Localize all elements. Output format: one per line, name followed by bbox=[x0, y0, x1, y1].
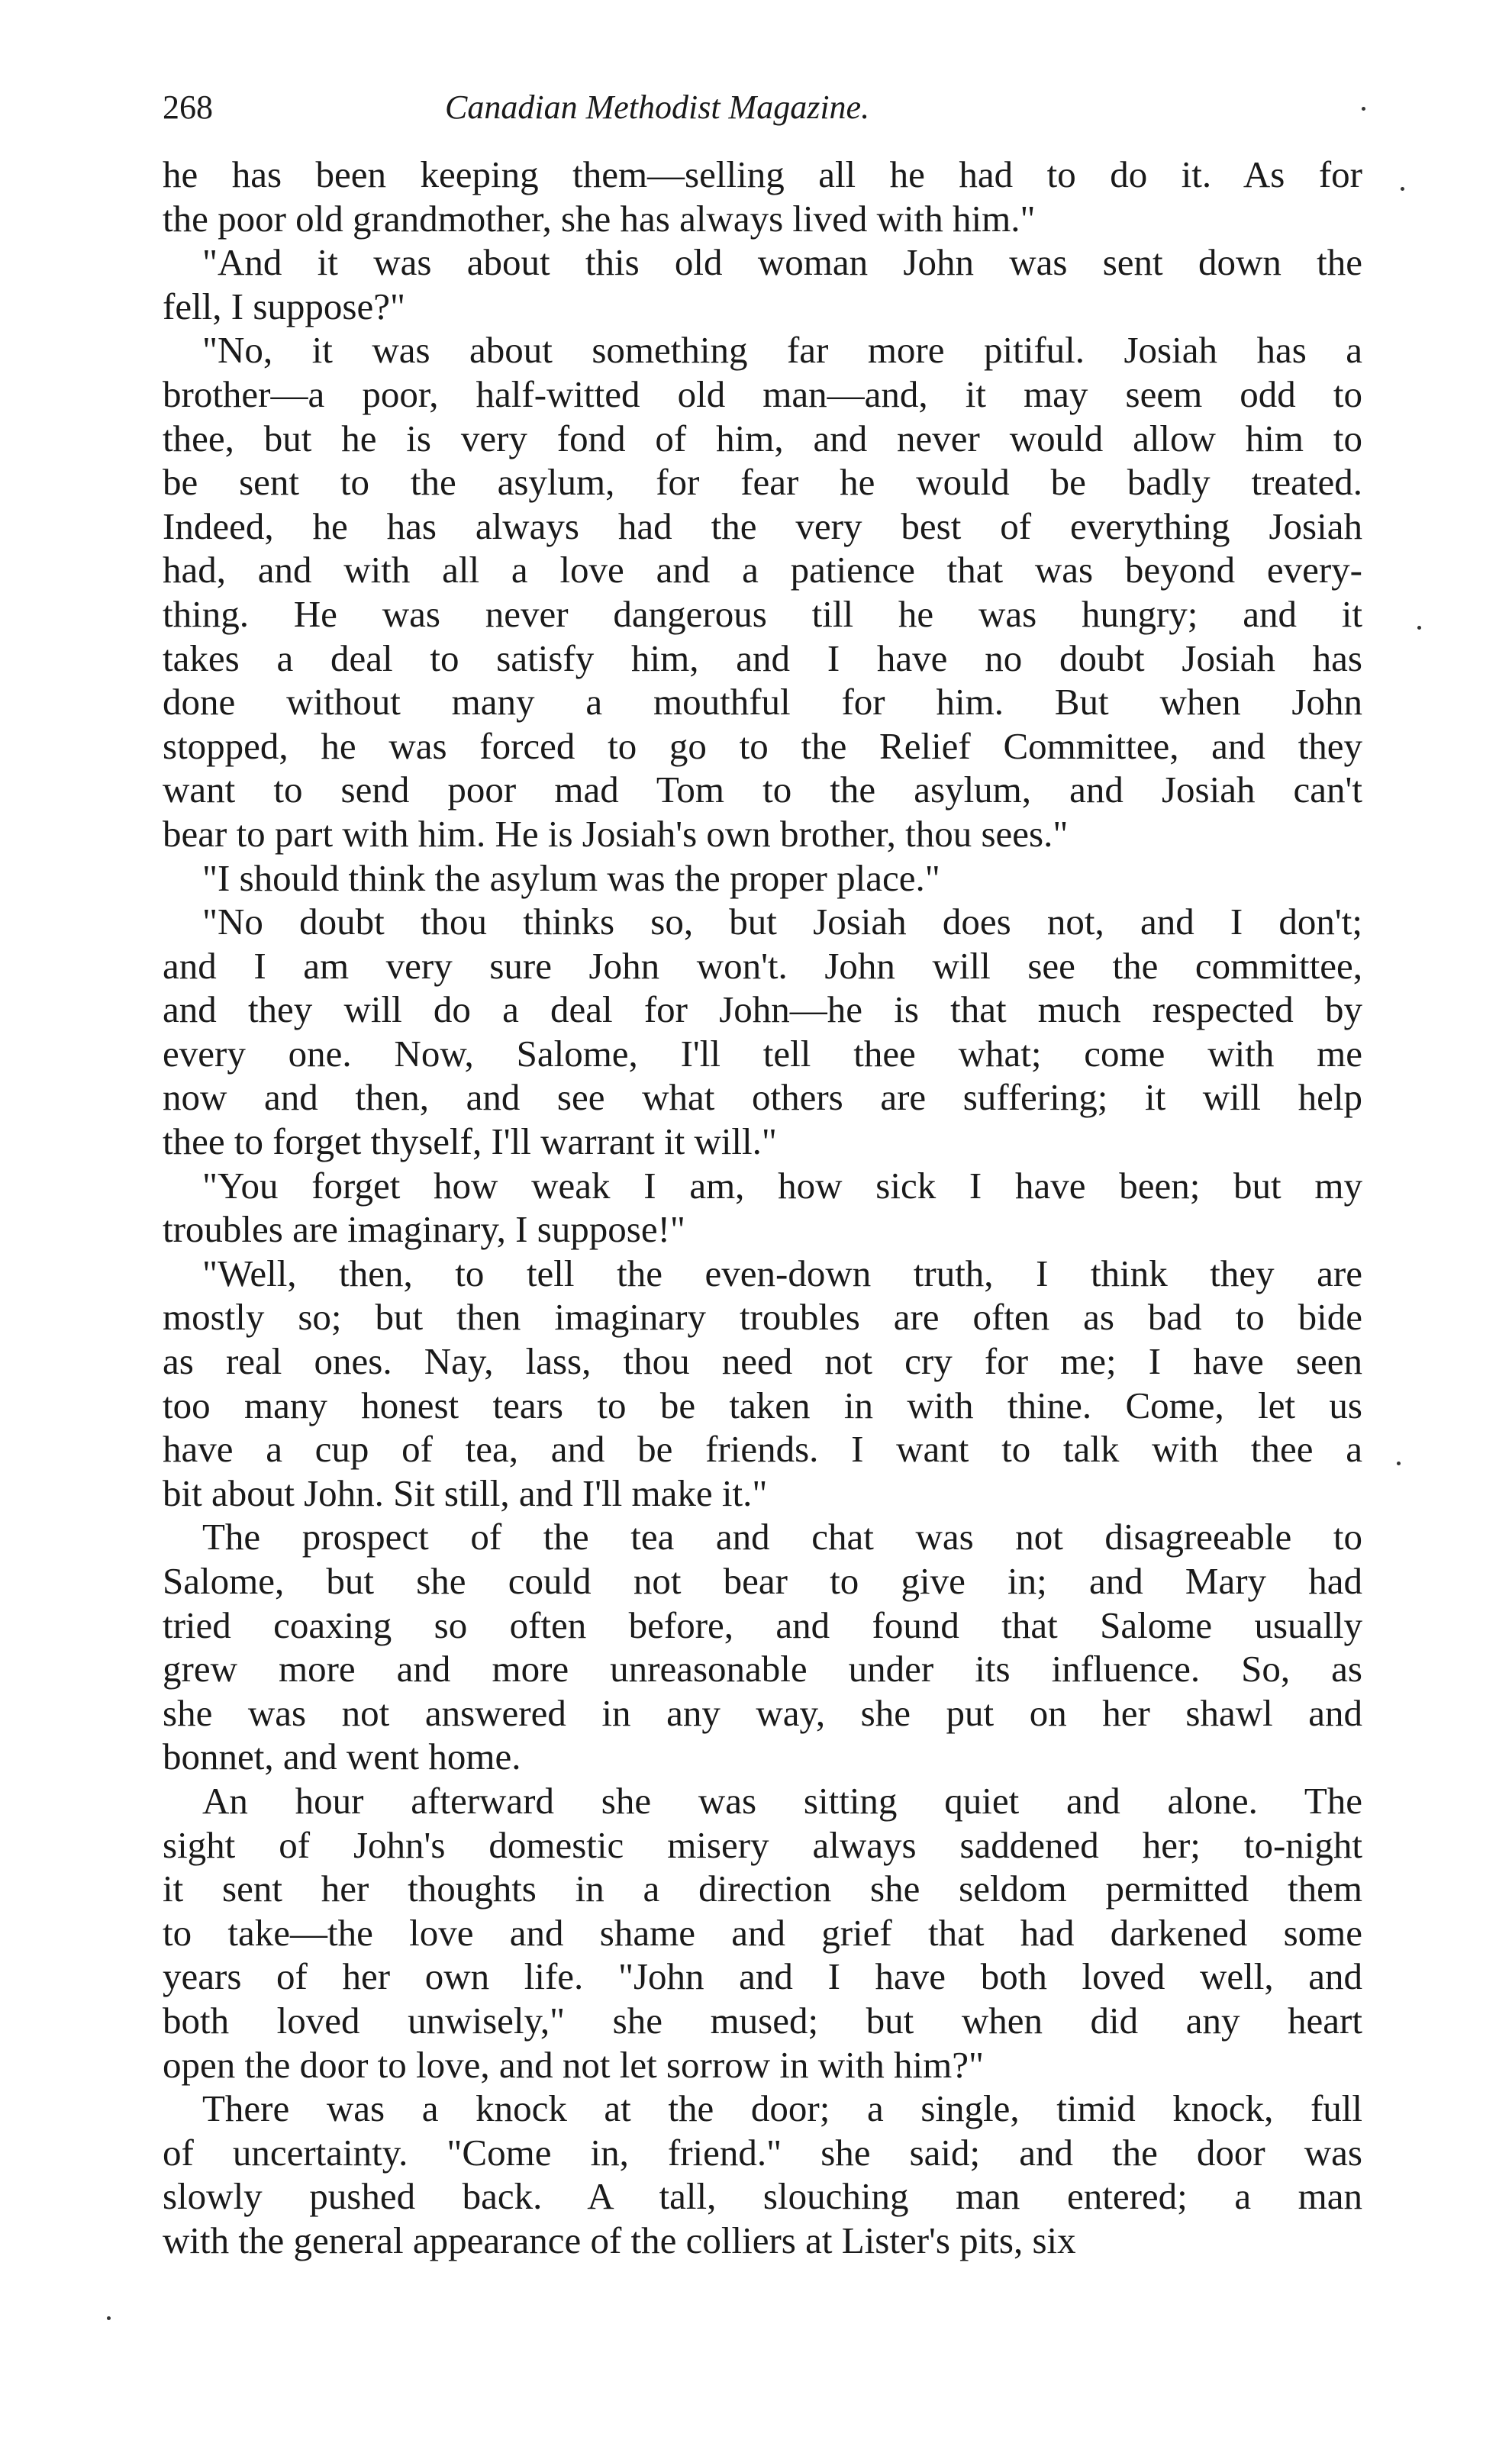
text-line: Indeed, he has always had the very best of everything Josiah bbox=[163, 504, 1362, 547]
text-line: "You forget how weak I am, how sick I have been; but my bbox=[202, 1164, 1362, 1207]
text-line: to take—the love and shame and grief that had darkened some bbox=[163, 1911, 1362, 1954]
text-line: and they will do a deal for John—he is that much respected by bbox=[163, 988, 1362, 1031]
margin-speck bbox=[1362, 107, 1365, 111]
text-line: bonnet, and went home. bbox=[163, 1736, 521, 1778]
text-line: as real ones. Nay, lass, thou need not cry for me; I have seen bbox=[163, 1340, 1362, 1383]
paragraph bbox=[163, 240, 1362, 328]
paragraph bbox=[163, 1515, 1362, 1779]
text-line: bear to part with him. He is Josiah's own brother, thou sees." bbox=[163, 812, 1069, 855]
text-line: grew more and more unreasonable under its influence. So, as bbox=[163, 1648, 1362, 1690]
paragraph bbox=[163, 328, 1362, 856]
body-text bbox=[163, 153, 1362, 2263]
text-line: it sent her thoughts in a direction she seldom permitted them bbox=[163, 1868, 1362, 1910]
text-line: have a cup of tea, and be friends. I want to talk with thee a bbox=[163, 1428, 1362, 1471]
paragraph bbox=[163, 900, 1362, 1164]
margin-speck bbox=[1401, 187, 1404, 191]
paragraph bbox=[163, 856, 1362, 901]
paragraph bbox=[163, 1779, 1362, 2087]
text-line: be sent to the asylum, for fear he would be badly treated. bbox=[163, 461, 1362, 504]
text-line: had, and with all a love and a patience that was beyond every- bbox=[163, 549, 1362, 591]
text-line: thing. He was never dangerous till he was hungry; and it bbox=[163, 592, 1362, 635]
text-line: too many honest tears to be taken in with thine. Come, let us bbox=[163, 1384, 1362, 1426]
text-line: thee to forget thyself, I'll warrant it will." bbox=[163, 1120, 777, 1163]
text-line: "Well, then, to tell the even-down truth, I think they are bbox=[202, 1252, 1362, 1294]
text-line: An hour afterward she was sitting quiet and alone. The bbox=[202, 1779, 1362, 1822]
text-line: thee, but he is very fond of him, and never would allow him to bbox=[163, 417, 1362, 459]
text-line: "And it was about this old woman John was sent down the bbox=[202, 241, 1362, 284]
paragraph bbox=[163, 2087, 1362, 2262]
text-line: open the door to love, and not let sorrow in with him?" bbox=[163, 2043, 985, 2086]
text-line: every one. Now, Salome, I'll tell thee what; come with me bbox=[163, 1032, 1362, 1075]
text-line: want to send poor mad Tom to the asylum, and Josiah can't bbox=[163, 769, 1362, 811]
margin-speck bbox=[1397, 1462, 1401, 1465]
paragraph bbox=[163, 1164, 1362, 1252]
text-line: slowly pushed back. A tall, slouching man entered; a man bbox=[163, 2175, 1362, 2218]
text-line: mostly so; but then imaginary troubles are often as bad to bide bbox=[163, 1296, 1362, 1339]
text-line: tried coaxing so often before, and found that Salome usually bbox=[163, 1603, 1362, 1646]
margin-speck bbox=[107, 2316, 111, 2320]
journal-title: Canadian Methodist Magazine. bbox=[445, 89, 870, 126]
text-line: bit about John. Sit still, and I'll make it." bbox=[163, 1471, 768, 1514]
running-head bbox=[163, 82, 1362, 133]
paragraph bbox=[163, 153, 1362, 240]
page bbox=[163, 82, 1362, 2263]
paragraph bbox=[163, 1252, 1362, 1516]
text-line: fell, I suppose?" bbox=[163, 285, 405, 327]
text-line: stopped, he was forced to go to the Relief Committee, and they bbox=[163, 724, 1362, 767]
text-line: There was a knock at the door; a single, timid knock, full bbox=[202, 2087, 1362, 2130]
text-line: with the general appearance of the colliers at Lister's pits, six bbox=[163, 2219, 1076, 2261]
margin-speck bbox=[1417, 626, 1421, 630]
text-line: "I should think the asylum was the proper place." bbox=[202, 856, 940, 899]
text-line: sight of John's domestic misery always saddened her; to-night bbox=[163, 1823, 1362, 1866]
text-line: brother—a poor, half-witted old man—and, it may seem odd to bbox=[163, 372, 1362, 415]
text-line: The prospect of the tea and chat was not disagreeable to bbox=[202, 1516, 1362, 1558]
text-line: "No, it was about something far more pitiful. Josiah has a bbox=[202, 329, 1362, 372]
text-line: and I am very sure John won't. John will see the committee, bbox=[163, 944, 1362, 987]
text-line: years of her own life. "John and I have both loved well, and bbox=[163, 1955, 1362, 1998]
text-line: of uncertainty. "Come in, friend." she said; and the door was bbox=[163, 2131, 1362, 2174]
text-line: both loved unwisely," she mused; but when did any heart bbox=[163, 1999, 1362, 2042]
text-line: the poor old grandmother, she has always lived with him." bbox=[163, 197, 1036, 240]
page-number: 268 bbox=[163, 89, 213, 126]
text-line: Salome, but she could not bear to give in; and Mary had bbox=[163, 1560, 1362, 1602]
text-line: he has been keeping them—selling all he had to do it. As for bbox=[163, 153, 1362, 195]
text-line: takes a deal to satisfy him, and I have no doubt Josiah has bbox=[163, 637, 1362, 679]
text-line: she was not answered in any way, she put on her shawl and bbox=[163, 1691, 1362, 1734]
text-line: "No doubt thou thinks so, but Josiah does not, and I don't; bbox=[202, 901, 1362, 943]
text-line: now and then, and see what others are suffering; it will help bbox=[163, 1076, 1362, 1119]
text-line: troubles are imaginary, I suppose!" bbox=[163, 1208, 685, 1251]
text-line: done without many a mouthful for him. But when John bbox=[163, 681, 1362, 724]
